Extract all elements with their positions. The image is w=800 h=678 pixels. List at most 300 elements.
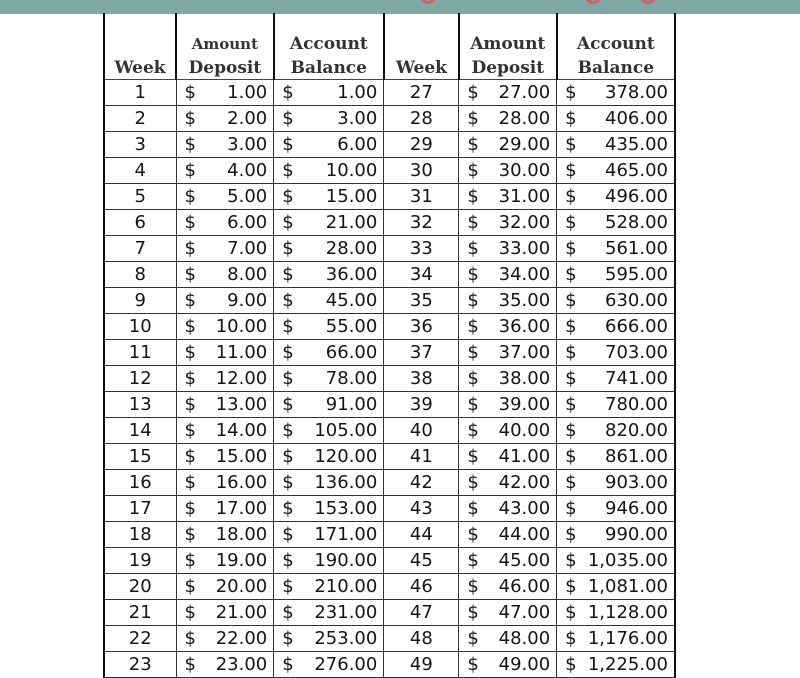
currency-symbol: $ (184, 315, 196, 337)
currency-symbol: $ (467, 237, 479, 259)
header-balance-2-top: Account (557, 13, 675, 57)
account-balance (557, 366, 675, 392)
table-row (104, 106, 675, 132)
amount-value: 820.00 (605, 419, 668, 441)
deposit-amount (176, 132, 274, 158)
week-number: 45 (384, 548, 459, 574)
currency-symbol: $ (282, 549, 294, 571)
amount-value: 34.00 (498, 263, 551, 285)
amount-value: 28.00 (325, 237, 378, 259)
table-row (104, 236, 675, 262)
currency-symbol: $ (282, 471, 294, 493)
table-row (104, 522, 675, 548)
currency-symbol: $ (565, 211, 577, 233)
currency-symbol: $ (184, 237, 196, 259)
account-balance (274, 314, 384, 340)
account-balance (557, 314, 675, 340)
amount-value: 10.00 (325, 159, 378, 181)
currency-symbol: $ (282, 523, 294, 545)
amount-value: 171.00 (314, 523, 378, 545)
account-balance (557, 262, 675, 288)
amount-value: 496.00 (605, 185, 668, 207)
table-row (104, 184, 675, 210)
week-number: 28 (384, 106, 459, 132)
week-number: 2 (104, 106, 176, 132)
currency-symbol: $ (565, 549, 577, 571)
amount-value: 120.00 (314, 445, 378, 467)
deposit-amount (459, 80, 557, 106)
account-balance (557, 626, 675, 652)
amount-value: 30.00 (498, 159, 551, 181)
deposit-amount (176, 236, 274, 262)
account-balance (274, 262, 384, 288)
account-balance (274, 418, 384, 444)
currency-symbol: $ (565, 419, 577, 441)
deposit-amount (459, 106, 557, 132)
account-balance (557, 522, 675, 548)
account-balance (557, 106, 675, 132)
amount-value: 12.00 (215, 367, 268, 389)
currency-symbol: $ (184, 367, 196, 389)
deposit-amount (176, 288, 274, 314)
currency-symbol: $ (282, 133, 294, 155)
amount-value: 36.00 (325, 263, 378, 285)
currency-symbol: $ (184, 497, 196, 519)
account-balance (274, 158, 384, 184)
currency-symbol: $ (282, 601, 294, 623)
header-balance-1-top: Account (274, 13, 384, 57)
week-number: 35 (384, 288, 459, 314)
deposit-amount (176, 652, 274, 678)
amount-value: 44.00 (498, 523, 551, 545)
amount-value: 1,035.00 (587, 549, 668, 571)
deposit-amount (176, 444, 274, 470)
amount-value: 780.00 (605, 393, 668, 415)
currency-symbol: $ (282, 315, 294, 337)
deposit-amount (176, 418, 274, 444)
currency-symbol: $ (565, 185, 577, 207)
table-row (104, 574, 675, 600)
currency-symbol: $ (467, 601, 479, 623)
week-number: 38 (384, 366, 459, 392)
table-row (104, 210, 675, 236)
week-number: 1 (104, 80, 176, 106)
deposit-amount (176, 340, 274, 366)
account-balance (557, 392, 675, 418)
currency-symbol: $ (467, 393, 479, 415)
currency-symbol: $ (184, 575, 196, 597)
currency-symbol: $ (565, 367, 577, 389)
amount-value: 990.00 (605, 523, 668, 545)
deposit-amount (459, 652, 557, 678)
amount-value: 29.00 (498, 133, 551, 155)
header-amount-2-bottom: Deposit (459, 57, 557, 80)
week-number: 15 (104, 444, 176, 470)
week-number: 32 (384, 210, 459, 236)
amount-value: 1,176.00 (587, 627, 668, 649)
currency-symbol: $ (565, 601, 577, 623)
amount-value: 3.00 (227, 133, 268, 155)
table-row (104, 626, 675, 652)
currency-symbol: $ (282, 419, 294, 441)
account-balance (557, 600, 675, 626)
amount-value: 210.00 (314, 575, 378, 597)
week-number: 3 (104, 132, 176, 158)
account-balance (557, 470, 675, 496)
header-week-1: Week (104, 13, 176, 80)
amount-value: 105.00 (314, 419, 378, 441)
amount-value: 20.00 (215, 575, 268, 597)
amount-value: 276.00 (314, 653, 378, 675)
table-row (104, 600, 675, 626)
currency-symbol: $ (282, 367, 294, 389)
currency-symbol: $ (184, 211, 196, 233)
amount-value: 7.00 (227, 237, 268, 259)
amount-value: 253.00 (314, 627, 378, 649)
amount-value: 22.00 (215, 627, 268, 649)
week-number: 17 (104, 496, 176, 522)
currency-symbol: $ (184, 107, 196, 129)
currency-symbol: $ (282, 289, 294, 311)
amount-value: 6.00 (227, 211, 268, 233)
amount-value: 2.00 (227, 107, 268, 129)
week-number: 4 (104, 158, 176, 184)
currency-symbol: $ (565, 289, 577, 311)
amount-value: 666.00 (605, 315, 668, 337)
deposit-amount (176, 522, 274, 548)
currency-symbol: $ (467, 341, 479, 363)
currency-symbol: $ (282, 211, 294, 233)
amount-value: 190.00 (314, 549, 378, 571)
amount-value: 903.00 (605, 471, 668, 493)
week-number: 49 (384, 652, 459, 678)
header-amount-2-top: Amount (459, 13, 557, 57)
deposit-amount (459, 314, 557, 340)
account-balance (557, 80, 675, 106)
week-number: 44 (384, 522, 459, 548)
account-balance (557, 418, 675, 444)
deposit-amount (459, 340, 557, 366)
deposit-amount (459, 184, 557, 210)
table-row (104, 548, 675, 574)
amount-value: 1,128.00 (587, 601, 668, 623)
deposit-amount (176, 366, 274, 392)
amount-value: 465.00 (605, 159, 668, 181)
currency-symbol: $ (467, 211, 479, 233)
week-number: 47 (384, 600, 459, 626)
currency-symbol: $ (184, 393, 196, 415)
currency-symbol: $ (467, 445, 479, 467)
amount-value: 1.00 (227, 81, 268, 103)
week-number: 5 (104, 184, 176, 210)
amount-value: 23.00 (215, 653, 268, 675)
currency-symbol: $ (184, 523, 196, 545)
currency-symbol: $ (282, 627, 294, 649)
currency-symbol: $ (282, 445, 294, 467)
week-number: 41 (384, 444, 459, 470)
currency-symbol: $ (467, 367, 479, 389)
week-number: 34 (384, 262, 459, 288)
account-balance (274, 132, 384, 158)
table-row (104, 652, 675, 678)
account-balance (274, 652, 384, 678)
amount-value: 16.00 (215, 471, 268, 493)
currency-symbol: $ (184, 133, 196, 155)
currency-symbol: $ (467, 627, 479, 649)
currency-symbol: $ (282, 237, 294, 259)
account-balance (274, 184, 384, 210)
amount-value: 136.00 (314, 471, 378, 493)
deposit-amount (176, 626, 274, 652)
week-number: 6 (104, 210, 176, 236)
account-balance (557, 158, 675, 184)
amount-value: 153.00 (314, 497, 378, 519)
currency-symbol: $ (184, 289, 196, 311)
amount-value: 45.00 (498, 549, 551, 571)
table-header (104, 13, 675, 80)
account-balance (274, 288, 384, 314)
amount-value: 435.00 (605, 133, 668, 155)
amount-value: 18.00 (215, 523, 268, 545)
currency-symbol: $ (467, 549, 479, 571)
amount-value: 36.00 (498, 315, 551, 337)
week-number: 42 (384, 470, 459, 496)
account-balance (557, 574, 675, 600)
account-balance (557, 132, 675, 158)
currency-symbol: $ (467, 133, 479, 155)
week-number: 16 (104, 470, 176, 496)
currency-symbol: $ (184, 445, 196, 467)
currency-symbol: $ (565, 653, 577, 675)
amount-value: 39.00 (498, 393, 551, 415)
deposit-amount (459, 366, 557, 392)
currency-symbol: $ (467, 523, 479, 545)
week-number: 27 (384, 80, 459, 106)
currency-symbol: $ (467, 159, 479, 181)
currency-symbol: $ (565, 393, 577, 415)
deposit-amount (176, 80, 274, 106)
account-balance (274, 210, 384, 236)
currency-symbol: $ (467, 419, 479, 441)
table-row (104, 392, 675, 418)
deposit-amount (176, 262, 274, 288)
currency-symbol: $ (184, 341, 196, 363)
currency-symbol: $ (565, 341, 577, 363)
week-number: 31 (384, 184, 459, 210)
savings-challenge-table (103, 13, 676, 678)
currency-symbol: $ (467, 107, 479, 129)
week-number: 20 (104, 574, 176, 600)
account-balance (274, 236, 384, 262)
currency-symbol: $ (282, 575, 294, 597)
account-balance (557, 236, 675, 262)
week-number: 23 (104, 652, 176, 678)
account-balance (557, 496, 675, 522)
amount-value: 15.00 (325, 185, 378, 207)
deposit-amount (459, 158, 557, 184)
account-balance (274, 574, 384, 600)
header-balance-2-bottom: Balance (557, 57, 675, 80)
currency-symbol: $ (467, 497, 479, 519)
table-row (104, 314, 675, 340)
week-number: 30 (384, 158, 459, 184)
amount-value: 630.00 (605, 289, 668, 311)
deposit-amount (176, 314, 274, 340)
deposit-amount (459, 626, 557, 652)
currency-symbol: $ (565, 315, 577, 337)
deposit-amount (176, 600, 274, 626)
amount-value: 1.00 (337, 81, 378, 103)
amount-value: 91.00 (325, 393, 378, 415)
currency-symbol: $ (467, 575, 479, 597)
account-balance (557, 652, 675, 678)
amount-value: 66.00 (325, 341, 378, 363)
amount-value: 40.00 (498, 419, 551, 441)
deposit-amount (459, 444, 557, 470)
deposit-amount (176, 548, 274, 574)
deposit-amount (176, 210, 274, 236)
currency-symbol: $ (467, 185, 479, 207)
currency-symbol: $ (565, 627, 577, 649)
week-number: 36 (384, 314, 459, 340)
currency-symbol: $ (282, 393, 294, 415)
account-balance (274, 444, 384, 470)
currency-symbol: $ (282, 263, 294, 285)
deposit-amount (176, 574, 274, 600)
amount-value: 4.00 (227, 159, 268, 181)
amount-value: 15.00 (215, 445, 268, 467)
table-row (104, 158, 675, 184)
amount-value: 45.00 (325, 289, 378, 311)
currency-symbol: $ (282, 497, 294, 519)
week-number: 11 (104, 340, 176, 366)
deposit-amount (459, 496, 557, 522)
deposit-amount (459, 522, 557, 548)
account-balance (274, 626, 384, 652)
week-number: 22 (104, 626, 176, 652)
account-balance (274, 548, 384, 574)
amount-value: 41.00 (498, 445, 551, 467)
deposit-amount (459, 470, 557, 496)
amount-value: 231.00 (314, 601, 378, 623)
account-balance (274, 340, 384, 366)
currency-symbol: $ (184, 263, 196, 285)
currency-symbol: $ (565, 133, 577, 155)
currency-symbol: $ (565, 497, 577, 519)
account-balance (274, 366, 384, 392)
week-number: 43 (384, 496, 459, 522)
deposit-amount (459, 548, 557, 574)
currency-symbol: $ (565, 523, 577, 545)
currency-symbol: $ (565, 445, 577, 467)
currency-symbol: $ (184, 627, 196, 649)
week-number: 29 (384, 132, 459, 158)
account-balance (274, 600, 384, 626)
amount-value: 21.00 (215, 601, 268, 623)
week-number: 37 (384, 340, 459, 366)
currency-symbol: $ (467, 653, 479, 675)
amount-value: 19.00 (215, 549, 268, 571)
table-row (104, 80, 675, 106)
header-week-2: Week (384, 13, 459, 80)
table-body (104, 80, 675, 678)
amount-value: 37.00 (498, 341, 551, 363)
table-row (104, 340, 675, 366)
account-balance (274, 392, 384, 418)
amount-value: 1,081.00 (587, 575, 668, 597)
amount-value: 406.00 (605, 107, 668, 129)
amount-value: 10.00 (215, 315, 268, 337)
header-balance-1-bottom: Balance (274, 57, 384, 80)
currency-symbol: $ (282, 107, 294, 129)
amount-value: 47.00 (498, 601, 551, 623)
amount-value: 48.00 (498, 627, 551, 649)
currency-symbol: $ (184, 81, 196, 103)
deposit-amount (459, 262, 557, 288)
amount-value: 5.00 (227, 185, 268, 207)
account-balance (557, 288, 675, 314)
deposit-amount (176, 158, 274, 184)
table-row (104, 444, 675, 470)
amount-value: 741.00 (605, 367, 668, 389)
deposit-amount (459, 288, 557, 314)
week-number: 33 (384, 236, 459, 262)
currency-symbol: $ (467, 81, 479, 103)
currency-symbol: $ (184, 185, 196, 207)
amount-value: 42.00 (498, 471, 551, 493)
amount-value: 1,225.00 (587, 653, 668, 675)
amount-value: 13.00 (215, 393, 268, 415)
currency-symbol: $ (565, 263, 577, 285)
table-row (104, 470, 675, 496)
week-number: 19 (104, 548, 176, 574)
week-number: 9 (104, 288, 176, 314)
amount-value: 8.00 (227, 263, 268, 285)
deposit-amount (459, 392, 557, 418)
account-balance (557, 340, 675, 366)
currency-symbol: $ (282, 81, 294, 103)
currency-symbol: $ (184, 471, 196, 493)
currency-symbol: $ (184, 419, 196, 441)
savings-table-container (103, 13, 676, 678)
week-number: 12 (104, 366, 176, 392)
currency-symbol: $ (282, 653, 294, 675)
currency-symbol: $ (282, 341, 294, 363)
table-row (104, 418, 675, 444)
currency-symbol: $ (565, 471, 577, 493)
week-number: 21 (104, 600, 176, 626)
amount-value: 38.00 (498, 367, 551, 389)
account-balance (557, 548, 675, 574)
currency-symbol: $ (565, 81, 577, 103)
amount-value: 27.00 (498, 81, 551, 103)
week-number: 13 (104, 392, 176, 418)
currency-symbol: $ (467, 471, 479, 493)
deposit-amount (176, 470, 274, 496)
amount-value: 33.00 (498, 237, 551, 259)
week-number: 40 (384, 418, 459, 444)
amount-value: 32.00 (498, 211, 551, 233)
table-row (104, 366, 675, 392)
deposit-amount (459, 236, 557, 262)
currency-symbol: $ (184, 601, 196, 623)
currency-symbol: $ (184, 653, 196, 675)
currency-symbol: $ (565, 159, 577, 181)
amount-value: 861.00 (605, 445, 668, 467)
currency-symbol: $ (565, 237, 577, 259)
deposit-amount (459, 210, 557, 236)
deposit-amount (459, 600, 557, 626)
